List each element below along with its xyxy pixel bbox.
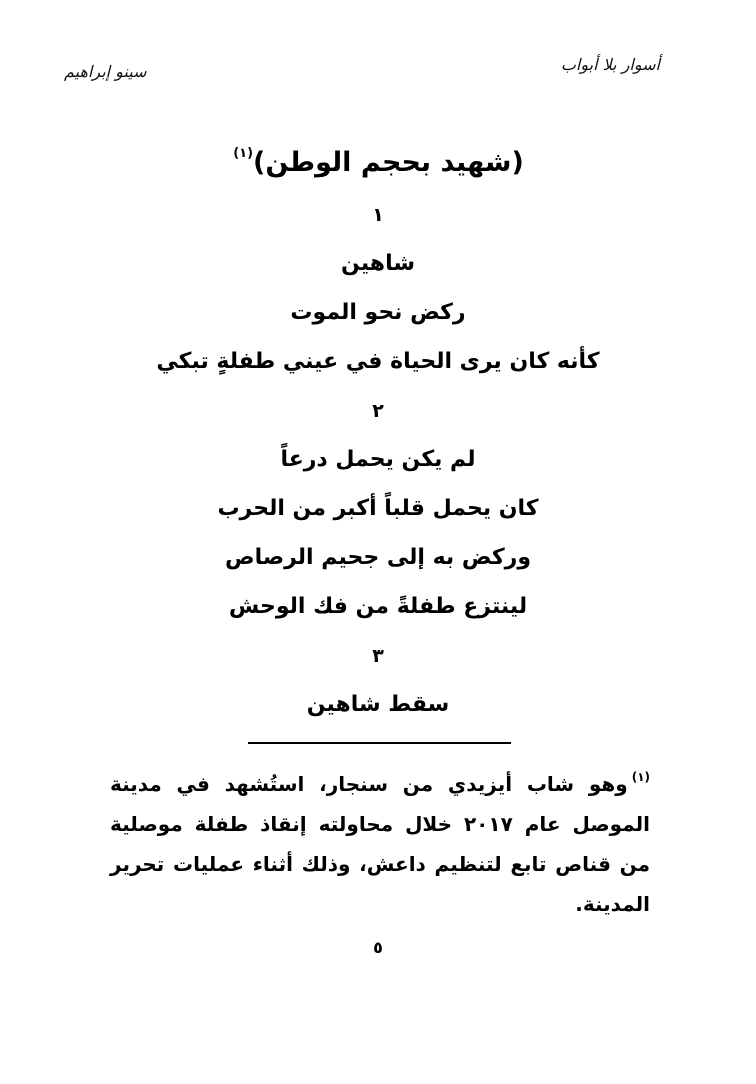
header-author-name: سينو إبراهيم: [64, 62, 147, 81]
poem-lines: [0, 190, 756, 729]
verse-line: كأنه كان يرى الحياة في عيني طفلةٍ تبكي: [156, 349, 600, 374]
poem-title-row: [0, 134, 756, 183]
section-number: ٣: [372, 644, 384, 667]
verse-line: سقط شاهين: [306, 692, 450, 717]
title-footnote-marker: (١): [233, 146, 254, 161]
section-number: ١: [372, 203, 384, 226]
header-book-title: أسوار بلا أبواب: [560, 55, 660, 74]
verse-line: ركض نحو الموت: [290, 300, 466, 325]
footnote-text: وهو شاب أيزيدي من سنجار، استُشهد في مدينة الموصل عام ٢٠١٧ خلال محاولته إنقاذ طفلة موصلية من قناص تابع لتنظيم داعش، وذلك أثناء عمليات تحرير المدينة.: [110, 772, 650, 916]
footnote-separator: [248, 742, 511, 744]
verse-line: شاهين: [341, 251, 415, 276]
section-number: ٢: [372, 399, 384, 422]
page-number: ٥: [373, 938, 383, 957]
verse-line: لينتزع طفلةً من فك الوحش: [228, 594, 528, 619]
verse-line: كان يحمل قلباً أكبر من الحرب: [217, 496, 539, 521]
footnote-marker: (١): [631, 770, 650, 784]
poem-title: (شهيد بحجم الوطن): [253, 147, 524, 178]
footnote: [110, 757, 650, 924]
verse-line: وركض به إلى جحيم الرصاص: [225, 545, 531, 570]
verse-line: لم يكن يحمل درعاً: [280, 447, 476, 472]
